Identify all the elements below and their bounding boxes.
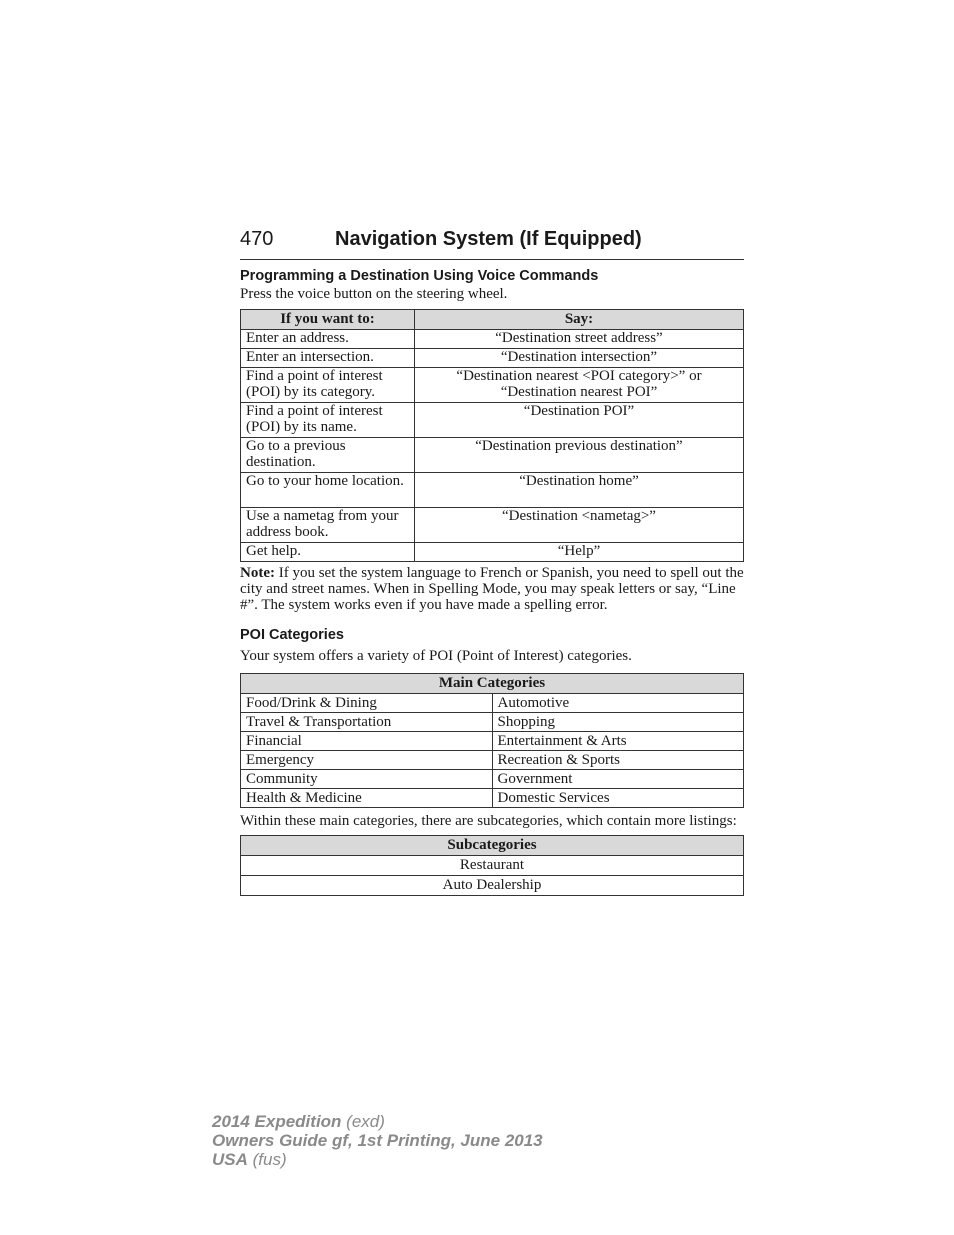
want-cell: Go to your home location.: [241, 473, 415, 508]
subcategories-intro-text: Within these main categories, there are subcategories, which contain more listings:: [240, 813, 737, 829]
category-cell: Domestic Services: [492, 789, 744, 808]
footer-line-2: [212, 1131, 543, 1150]
want-cell: Get help.: [241, 543, 415, 562]
table-row: [241, 751, 744, 770]
want-cell: Use a nametag from your address book.: [241, 508, 415, 543]
want-cell: Find a point of interest (POI) by its category.: [241, 368, 415, 403]
note-text: If you set the system language to French or Spanish, you need to spell out the city and street names. When in Spelling Mode, you may speak letters or say, “Line #”. The system works even if you have made a spelling error.: [240, 565, 744, 613]
table-row: [241, 876, 744, 896]
table-header-row: [241, 836, 744, 856]
category-cell: Government: [492, 770, 744, 789]
note-paragraph: [240, 565, 744, 613]
table-header-row: [241, 674, 744, 694]
main-categories-header: Main Categories: [241, 674, 744, 694]
table-row: [241, 438, 744, 473]
voice-commands-table: [240, 309, 744, 562]
category-cell: Recreation & Sports: [492, 751, 744, 770]
table-row: [241, 473, 744, 508]
category-cell: Shopping: [492, 713, 744, 732]
poi-intro-text: Your system offers a variety of POI (Point of Interest) categories.: [240, 648, 632, 664]
page-content: [240, 228, 744, 896]
table-row: [241, 770, 744, 789]
page-number: 470: [240, 228, 274, 250]
subcategories-table: [240, 835, 744, 896]
footer-market: USA: [212, 1150, 248, 1169]
footer-model: 2014 Expedition: [212, 1112, 342, 1131]
voice-intro-text: Press the voice button on the steering wheel.: [240, 286, 508, 302]
say-cell: “Destination <nametag>”: [415, 508, 744, 543]
footer-printing: Owners Guide gf, 1st Printing, June 2013: [212, 1131, 543, 1150]
say-cell: “Help”: [415, 543, 744, 562]
note-label: Note:: [240, 565, 275, 581]
category-cell: Travel & Transportation: [241, 713, 493, 732]
document-footer: [212, 1112, 543, 1169]
subcategory-cell: Restaurant: [241, 856, 744, 876]
say-cell: “Destination previous destination”: [415, 438, 744, 473]
table-header-row: [241, 310, 744, 330]
want-cell: Enter an address.: [241, 330, 415, 349]
table-row: [241, 713, 744, 732]
table-row: [241, 349, 744, 368]
footer-line-1: [212, 1112, 543, 1131]
page-header: [240, 228, 744, 260]
chapter-title: Navigation System (If Equipped): [335, 228, 642, 250]
category-cell: Financial: [241, 732, 493, 751]
category-cell: Food/Drink & Dining: [241, 694, 493, 713]
section-heading-voice-commands: Programming a Destination Using Voice Commands: [240, 268, 599, 284]
want-cell: Go to a previous destination.: [241, 438, 415, 473]
say-cell: “Destination intersection”: [415, 349, 744, 368]
subcategory-cell: Auto Dealership: [241, 876, 744, 896]
table-row: [241, 694, 744, 713]
table-row: [241, 856, 744, 876]
want-cell: Find a point of interest (POI) by its name.: [241, 403, 415, 438]
section-heading-poi-categories: POI Categories: [240, 627, 344, 643]
column-header-want: If you want to:: [241, 310, 415, 330]
table-row: [241, 368, 744, 403]
table-row: [241, 789, 744, 808]
main-categories-table: [240, 673, 744, 808]
footer-model-code: (exd): [341, 1112, 385, 1131]
category-cell: Community: [241, 770, 493, 789]
footer-market-code: (fus): [247, 1150, 287, 1169]
table-row: [241, 508, 744, 543]
table-row: [241, 330, 744, 349]
footer-line-3: [212, 1150, 543, 1169]
subcategories-header: Subcategories: [241, 836, 744, 856]
say-cell: “Destination home”: [415, 473, 744, 508]
want-cell: Enter an intersection.: [241, 349, 415, 368]
say-cell: “Destination street address”: [415, 330, 744, 349]
table-row: [241, 732, 744, 751]
table-row: [241, 403, 744, 438]
category-cell: Health & Medicine: [241, 789, 493, 808]
say-cell: “Destination nearest <POI category>” or “Destination nearest POI”: [415, 368, 744, 403]
table-row: [241, 543, 744, 562]
say-cell: “Destination POI”: [415, 403, 744, 438]
category-cell: Automotive: [492, 694, 744, 713]
category-cell: Emergency: [241, 751, 493, 770]
category-cell: Entertainment & Arts: [492, 732, 744, 751]
column-header-say: Say:: [415, 310, 744, 330]
